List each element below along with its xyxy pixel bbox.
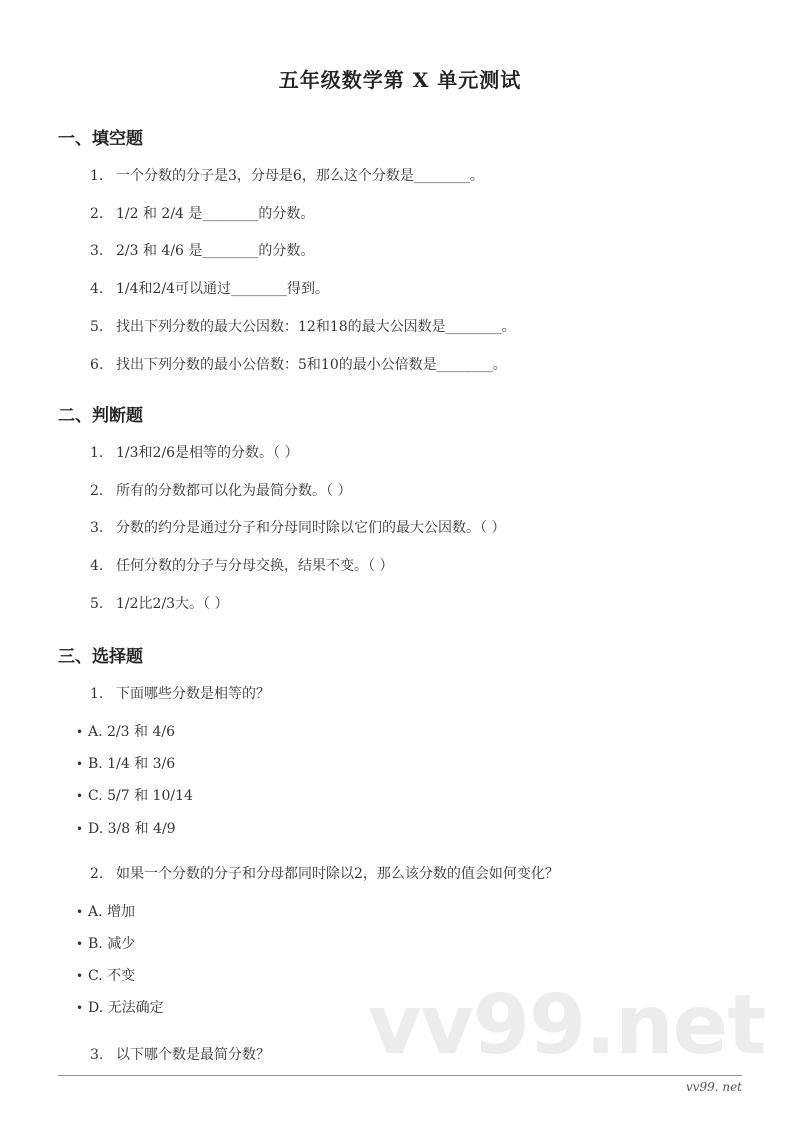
option bbox=[76, 965, 135, 985]
footer-divider bbox=[58, 1075, 742, 1076]
option-text: C. 5/7 和 10/14 bbox=[88, 788, 193, 804]
option bbox=[76, 818, 176, 838]
bullet-icon: • bbox=[76, 822, 84, 836]
item-number: 4. bbox=[90, 558, 104, 574]
bullet-icon: • bbox=[76, 725, 84, 739]
item-text: 分数的约分是通过分子和分母同时除以它们的最大公因数。（ ） bbox=[116, 520, 506, 536]
item-number: 3. bbox=[90, 243, 104, 259]
item-number: 1. bbox=[90, 686, 104, 702]
bullet-icon: • bbox=[76, 789, 84, 803]
item-number: 6. bbox=[90, 357, 104, 373]
item-text: 找出下列分数的最小公倍数：5和10的最小公倍数是________。 bbox=[116, 357, 507, 373]
item-text: 一个分数的分子是3，分母是6，那么这个分数是________。 bbox=[116, 168, 484, 184]
option bbox=[76, 901, 135, 921]
question-text: 下面哪些分数是相等的？ bbox=[116, 686, 270, 702]
item-text: 任何分数的分子与分母交换，结果不变。（ ） bbox=[116, 558, 394, 574]
item-text: 1/2比2/3大。（ ） bbox=[116, 596, 229, 612]
list-item bbox=[90, 517, 505, 537]
question bbox=[90, 1044, 270, 1064]
question-text: 以下哪个数是最简分数？ bbox=[116, 1047, 270, 1063]
list-item bbox=[90, 593, 229, 613]
item-text: 所有的分数都可以化为最简分数。（ ） bbox=[116, 483, 352, 499]
footer-text: vv99. net bbox=[685, 1080, 742, 1094]
option bbox=[76, 785, 193, 805]
option-text: B. 减少 bbox=[88, 936, 136, 952]
item-text: 找出下列分数的最大公因数：12和18的最大公因数是________。 bbox=[116, 319, 516, 335]
section-heading-fill-blank: 一、填空题 bbox=[58, 129, 143, 149]
list-item bbox=[90, 240, 314, 260]
page-title: 五年级数学第 X 单元测试 bbox=[278, 68, 522, 92]
section-heading-true-false: 二、判断题 bbox=[58, 406, 143, 426]
item-number: 2. bbox=[90, 206, 104, 222]
item-number: 3. bbox=[90, 1047, 104, 1063]
item-number: 1. bbox=[90, 168, 104, 184]
option-text: D. 3/8 和 4/9 bbox=[88, 821, 176, 837]
option bbox=[76, 753, 175, 773]
option bbox=[76, 933, 135, 953]
bullet-icon: • bbox=[76, 969, 84, 983]
item-text: 1/2 和 2/4 是________的分数。 bbox=[116, 206, 315, 222]
item-number: 2. bbox=[90, 483, 104, 499]
list-item bbox=[90, 316, 516, 336]
item-text: 1/4和2/4可以通过________得到。 bbox=[116, 281, 330, 297]
question bbox=[90, 683, 270, 703]
question-text: 如果一个分数的分子和分母都同时除以2，那么该分数的值会如何变化？ bbox=[116, 866, 559, 882]
option-text: A. 2/3 和 4/6 bbox=[88, 724, 175, 740]
item-number: 4. bbox=[90, 281, 104, 297]
list-item bbox=[90, 278, 329, 298]
section-heading-multiple-choice: 三、选择题 bbox=[58, 647, 143, 667]
option-text: D. 无法确定 bbox=[88, 1000, 164, 1016]
watermark: vv99.net bbox=[368, 978, 766, 1073]
bullet-icon: • bbox=[76, 1001, 84, 1015]
list-item bbox=[90, 165, 484, 185]
list-item bbox=[90, 203, 314, 223]
item-number: 5. bbox=[90, 596, 104, 612]
option-text: C. 不变 bbox=[88, 968, 136, 984]
option bbox=[76, 997, 164, 1017]
list-item bbox=[90, 555, 393, 575]
list-item bbox=[90, 354, 507, 374]
item-number: 3. bbox=[90, 520, 104, 536]
item-number: 2. bbox=[90, 866, 104, 882]
option-text: A. 增加 bbox=[88, 904, 136, 920]
option bbox=[76, 721, 175, 741]
item-text: 1/3和2/6是相等的分数。（ ） bbox=[116, 445, 299, 461]
item-number: 5. bbox=[90, 319, 104, 335]
item-number: 1. bbox=[90, 445, 104, 461]
list-item bbox=[90, 480, 351, 500]
item-text: 2/3 和 4/6 是________的分数。 bbox=[116, 243, 315, 259]
list-item bbox=[90, 442, 299, 462]
bullet-icon: • bbox=[76, 905, 84, 919]
bullet-icon: • bbox=[76, 757, 84, 771]
bullet-icon: • bbox=[76, 937, 84, 951]
option-text: B. 1/4 和 3/6 bbox=[88, 756, 176, 772]
question bbox=[90, 863, 559, 883]
